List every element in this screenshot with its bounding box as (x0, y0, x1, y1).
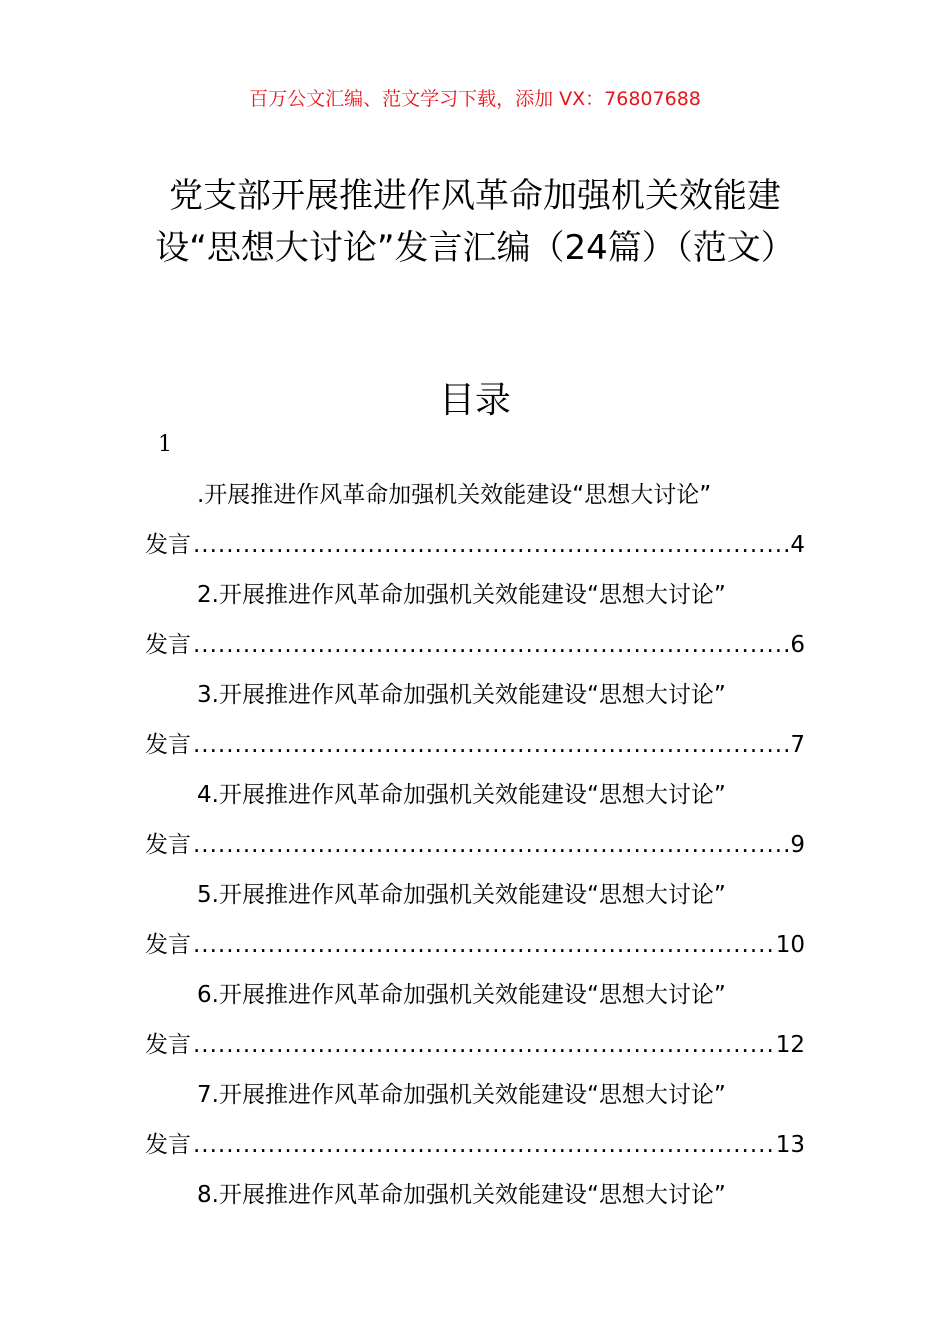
toc-entry-title: .开展推进作风革命加强机关效能建设“思想大讨论” (197, 482, 712, 508)
toc-entry[interactable] (145, 875, 805, 975)
toc-entry-title: 5.开展推进作风革命加强机关效能建设“思想大讨论” (197, 882, 726, 908)
toc-entry-tail: 发言 (145, 532, 191, 558)
toc-entry[interactable] (145, 475, 805, 575)
toc-entry-title: 4.开展推进作风革命加强机关效能建设“思想大讨论” (197, 782, 726, 808)
toc-entry[interactable] (145, 775, 805, 875)
toc-entry-tail: 发言 (145, 932, 191, 958)
dot-leader (193, 625, 788, 665)
toc-entry-page: 12 (775, 1032, 805, 1058)
dot-leader (193, 925, 774, 965)
toc-entry-page: 9 (790, 832, 805, 858)
toc-entry-page: 4 (790, 532, 805, 558)
dot-leader (193, 1125, 774, 1165)
toc-entry[interactable] (145, 675, 805, 775)
toc-entry[interactable] (145, 975, 805, 1075)
toc-entry[interactable] (145, 1175, 805, 1225)
toc-entry-tail: 发言 (145, 1132, 191, 1158)
dot-leader (193, 825, 788, 865)
toc-entry-page: 6 (790, 632, 805, 658)
toc-entry-tail: 发言 (145, 632, 191, 658)
toc-entry-tail: 发言 (145, 732, 191, 758)
toc-entry-page: 13 (775, 1132, 805, 1158)
dot-leader (193, 725, 788, 765)
toc-entry-title: 2.开展推进作风革命加强机关效能建设“思想大讨论” (197, 582, 726, 608)
toc-entry-title: 3.开展推进作风革命加强机关效能建设“思想大讨论” (197, 682, 726, 708)
toc-entry-tail: 发言 (145, 832, 191, 858)
dot-leader (193, 525, 788, 565)
toc-first-number: 1 (158, 432, 172, 457)
dot-leader (193, 1025, 774, 1065)
toc-entry-title: 8.开展推进作风革命加强机关效能建设“思想大讨论” (197, 1182, 726, 1208)
toc-entry-title: 6.开展推进作风革命加强机关效能建设“思想大讨论” (197, 982, 726, 1008)
document-title: 党支部开展推进作风革命加强机关效能建设“思想大讨论”发言汇编（24篇）（范文） (155, 176, 795, 268)
toc-entry-page: 7 (790, 732, 805, 758)
toc-entry-tail: 发言 (145, 1032, 191, 1058)
toc-heading: 目录 (438, 380, 511, 421)
table-of-contents (145, 475, 805, 1225)
toc-entry-title: 7.开展推进作风革命加强机关效能建设“思想大讨论” (197, 1082, 726, 1108)
header-banner: 百万公文汇编、范文学习下载，添加 VX：76807688 (249, 88, 701, 110)
toc-entry[interactable] (145, 575, 805, 675)
toc-entry[interactable] (145, 1075, 805, 1175)
toc-entry-page: 10 (775, 932, 805, 958)
